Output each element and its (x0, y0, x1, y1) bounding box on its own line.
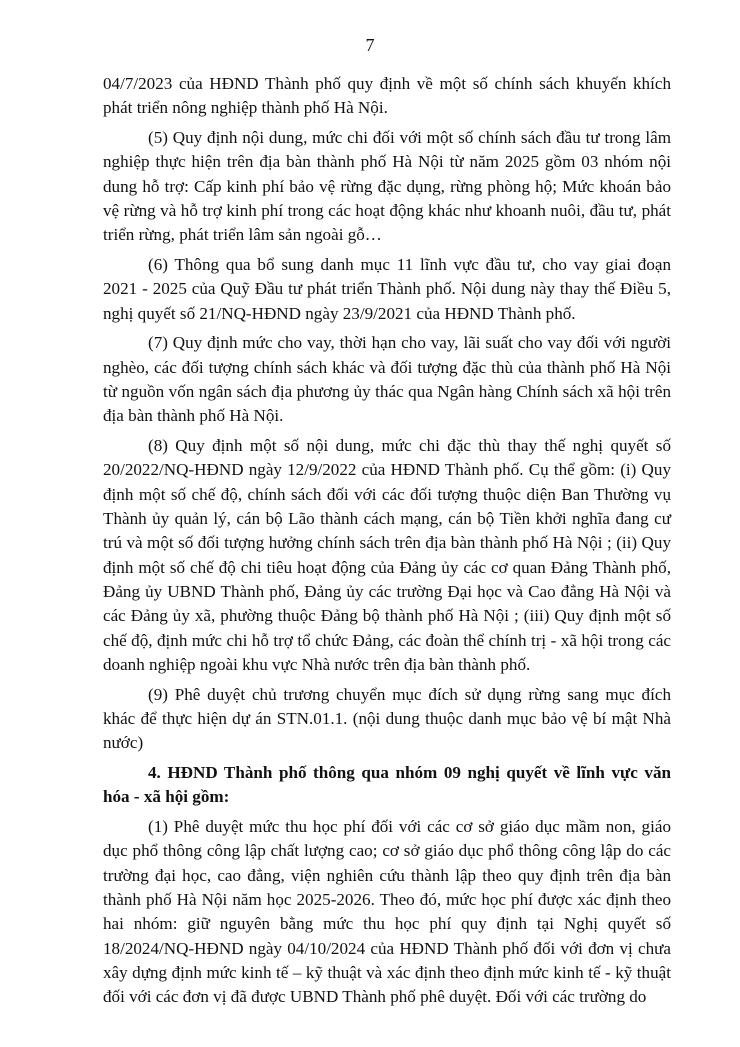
section-heading: 4. HĐND Thành phố thông qua nhóm 09 nghị quyết về lĩnh vực văn hóa - xã hội gồm: (103, 763, 671, 807)
paragraph-item-6: (6) Thông qua bổ sung danh mục 11 lĩnh vực đầu tư, cho vay giai đoạn 2021 - 2025 của Quỹ Đầu tư phát triển Thành phố. Nội dung này thay thế Điều 5, nghị quyết số 21/NQ-HĐND ngày 23/9/2021 của HĐND Thành phố. (103, 255, 671, 323)
paragraph-item-7: (7) Quy định mức cho vay, thời hạn cho vay, lãi suất cho vay đối với người nghèo, các đối tượng chính sách khác và đối tượng đặc thù của thành phố Hà Nội từ nguồn vốn ngân sách địa phương ủy thác qua Ngân hàng Chính sách xã hội trên địa bàn thành phố Hà Nội. (103, 333, 671, 426)
paragraph-item-8: (8) Quy định một số nội dung, mức chi đặc thù thay thế nghị quyết số 20/2022/NQ-HĐND ngày 12/9/2022 của HĐND Thành phố. Cụ thể gồm: (i) Quy định một số chế độ, chính sách đối với các đối tượng thuộc diện Ban Thường vụ Thành ủy quản lý, cán bộ Lão thành cách mạng, cán bộ Tiền khởi nghĩa đang cư trú và một số đối tượng hưởng chính sách trên địa bàn thành phố Hà Nội ; (ii) Quy định một số chế độ chi tiêu hoạt động của Đảng ủy các cơ quan Đảng Thành phố, Đảng ủy UBND Thành phố, Đảng ủy các trường Đại học và Cao đẳng Hà Nội và các Đảng ủy xã, phường thuộc Đảng bộ thành phố Hà Nội ; (iii) Quy định một số chế độ, định mức chi hỗ trợ tổ chức Đảng, các đoàn thể chính trị - xã hội trong các doanh nghiệp ngoài khu vực Nhà nước trên địa bàn thành phố. (103, 436, 671, 674)
paragraph-item-5: (5) Quy định nội dung, mức chi đối với một số chính sách đầu tư trong lâm nghiệp thực hiện trên địa bàn thành phố Hà Nội từ năm 2025 gồm 03 nhóm nội dung hỗ trợ: Cấp kinh phí bảo vệ rừng đặc dụng, rừng phòng hộ; Mức khoán bảo vệ rừng và hỗ trợ kinh phí trong các hoạt động khác như khoanh nuôi, đầu tư, phát triển rừng, phát triển lâm sản ngoài gỗ… (103, 128, 671, 245)
document-body (103, 72, 671, 1015)
paragraph-continuation: 04/7/2023 của HĐND Thành phố quy định về một số chính sách khuyến khích phát triển nông nghiệp thành phố Hà Nội. (103, 74, 671, 118)
page-number: 7 (365, 35, 375, 55)
paragraph-item-1: (1) Phê duyệt mức thu học phí đối với các cơ sở giáo dục mầm non, giáo dục phổ thông công lập chất lượng cao; cơ sở giáo dục phổ thông công lập do các trường đại học, cao đẳng, viện nghiên cứu thành lập theo quy định trên địa bàn thành phố Hà Nội năm học 2025-2026. Theo đó, mức học phí được xác định theo hai nhóm: giữ nguyên bằng mức thu học phí quy định tại Nghị quyết số 18/2024/NQ-HĐND ngày 04/10/2024 của HĐND Thành phố đối với đơn vị chưa xây dựng định mức kinh tế – kỹ thuật và xác định theo định mức kinh tế - kỹ thuật đối với các đơn vị đã được UBND Thành phố phê duyệt. Đối với các trường do (103, 817, 671, 1007)
paragraph-item-9: (9) Phê duyệt chủ trương chuyển mục đích sử dụng rừng sang mục đích khác để thực hiện dự án STN.01.1. (nội dung thuộc danh mục bảo vệ bí mật Nhà nước) (103, 684, 671, 753)
